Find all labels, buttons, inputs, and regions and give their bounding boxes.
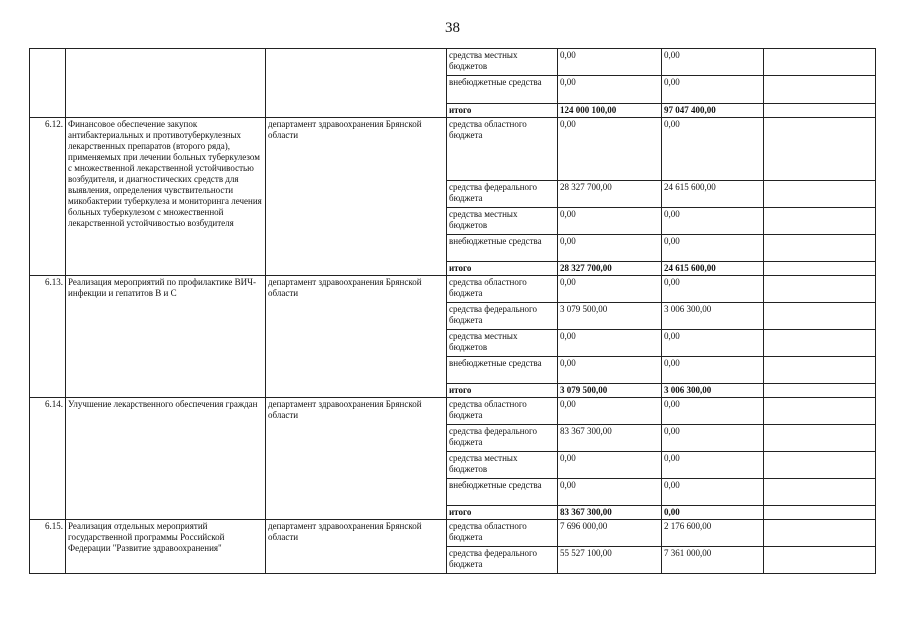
item-number: 6.13.	[30, 276, 66, 398]
empty-cell	[764, 425, 876, 452]
empty-cell	[764, 276, 876, 303]
total-amount: 28 327 700,00	[558, 262, 662, 276]
amount-cell: 0,00	[662, 398, 764, 425]
total-label: итого	[447, 262, 558, 276]
amount-cell: 0,00	[662, 479, 764, 506]
funding-source-label: средства федерального бюджета	[447, 547, 558, 574]
item-executor: департамент здравоохранения Брянской области	[266, 118, 447, 276]
funding-source-label: внебюджетные средства	[447, 479, 558, 506]
amount-cell: 3 006 300,00	[662, 303, 764, 330]
table-row	[30, 520, 876, 547]
total-amount: 3 079 500,00	[558, 384, 662, 398]
empty-cell	[764, 208, 876, 235]
amount-cell: 0,00	[558, 330, 662, 357]
amount-cell: 0,00	[558, 76, 662, 104]
empty-cell	[764, 520, 876, 547]
amount-cell: 0,00	[558, 208, 662, 235]
funding-source-label: средства областного бюджета	[447, 398, 558, 425]
item-number: 6.15.	[30, 520, 66, 574]
empty-cell	[764, 303, 876, 330]
amount-cell: 0,00	[558, 118, 662, 181]
amount-cell: 0,00	[662, 118, 764, 181]
funding-source-label: средства федерального бюджета	[447, 425, 558, 452]
funding-source-label: средства местных бюджетов	[447, 208, 558, 235]
funding-source-label: средства федерального бюджета	[447, 181, 558, 208]
item-title: Финансовое обеспечение закупок антибактериальных и противотуберкулезных лекарственных препаратов (второго ряда), применяемых при лечении больных туберкулезом с множественной лекарственной устойчивостью возбудителя, и диагностических средств для выявления, определения чувствительности микобактерии туберкулеза и мониторинга лечения больных туберкулезом с множественной лекарственной устойчивостью возбудителя	[66, 118, 266, 276]
empty-cell	[764, 49, 876, 76]
total-label: итого	[447, 384, 558, 398]
item-title: Реализация мероприятий по профилактике ВИЧ-инфекции и гепатитов B и C	[66, 276, 266, 398]
amount-cell: 0,00	[662, 208, 764, 235]
funding-source-label: внебюджетные средства	[447, 357, 558, 384]
amount-cell: 2 176 600,00	[662, 520, 764, 547]
funding-source-label: средства федерального бюджета	[447, 303, 558, 330]
amount-cell: 0,00	[558, 357, 662, 384]
amount-cell: 83 367 300,00	[558, 425, 662, 452]
page-number: 38	[445, 20, 460, 36]
total-label: итого	[447, 104, 558, 118]
executor-cell	[266, 49, 447, 118]
amount-cell: 0,00	[558, 398, 662, 425]
empty-cell	[764, 547, 876, 574]
funding-source-label: средства областного бюджета	[447, 520, 558, 547]
item-number-cell	[30, 49, 66, 118]
amount-cell: 0,00	[662, 425, 764, 452]
table-row	[30, 118, 876, 181]
empty-cell	[764, 479, 876, 506]
item-executor: департамент здравоохранения Брянской области	[266, 520, 447, 574]
empty-cell	[764, 398, 876, 425]
amount-cell: 0,00	[662, 276, 764, 303]
total-amount: 0,00	[662, 506, 764, 520]
item-number: 6.12.	[30, 118, 66, 276]
empty-cell	[764, 506, 876, 520]
funding-source-label: средства областного бюджета	[447, 276, 558, 303]
empty-cell	[764, 118, 876, 181]
amount-cell: 0,00	[558, 235, 662, 262]
empty-cell	[764, 330, 876, 357]
amount-cell: 0,00	[662, 330, 764, 357]
total-amount: 124 000 100,00	[558, 104, 662, 118]
amount-cell: 55 527 100,00	[558, 547, 662, 574]
total-amount: 83 367 300,00	[558, 506, 662, 520]
amount-cell: 28 327 700,00	[558, 181, 662, 208]
empty-cell	[764, 181, 876, 208]
empty-cell	[764, 76, 876, 104]
amount-cell: 0,00	[558, 452, 662, 479]
total-amount: 97 047 400,00	[662, 104, 764, 118]
budget-table	[29, 48, 876, 574]
amount-cell: 7 361 000,00	[662, 547, 764, 574]
amount-cell: 0,00	[662, 49, 764, 76]
amount-cell: 0,00	[558, 276, 662, 303]
empty-cell	[764, 262, 876, 276]
amount-cell: 0,00	[662, 76, 764, 104]
table-row	[30, 398, 876, 425]
item-title: Улучшение лекарственного обеспечения граждан	[66, 398, 266, 520]
total-amount: 24 615 600,00	[662, 262, 764, 276]
funding-source-label: средства местных бюджетов	[447, 330, 558, 357]
empty-cell	[764, 452, 876, 479]
funding-source-label: внебюджетные средства	[447, 235, 558, 262]
item-number: 6.14.	[30, 398, 66, 520]
empty-cell	[764, 384, 876, 398]
empty-cell	[764, 235, 876, 262]
item-title-cell	[66, 49, 266, 118]
table-row	[30, 276, 876, 303]
funding-source-label: средства местных бюджетов	[447, 452, 558, 479]
amount-cell: 0,00	[662, 235, 764, 262]
funding-source-label: средства местных бюджетов	[447, 49, 558, 76]
amount-cell: 24 615 600,00	[662, 181, 764, 208]
amount-cell: 0,00	[662, 357, 764, 384]
item-executor: департамент здравоохранения Брянской области	[266, 398, 447, 520]
empty-cell	[764, 357, 876, 384]
item-title: Реализация отдельных мероприятий государственной программы Российской Федерации "Развитие здравоохранения"	[66, 520, 266, 574]
funding-source-label: средства областного бюджета	[447, 118, 558, 181]
funding-source-label: внебюджетные средства	[447, 76, 558, 104]
amount-cell: 0,00	[662, 452, 764, 479]
amount-cell: 0,00	[558, 49, 662, 76]
amount-cell: 3 079 500,00	[558, 303, 662, 330]
total-label: итого	[447, 506, 558, 520]
item-executor: департамент здравоохранения Брянской области	[266, 276, 447, 398]
amount-cell: 0,00	[558, 479, 662, 506]
empty-cell	[764, 104, 876, 118]
amount-cell: 7 696 000,00	[558, 520, 662, 547]
total-amount: 3 006 300,00	[662, 384, 764, 398]
table-row	[30, 49, 876, 76]
